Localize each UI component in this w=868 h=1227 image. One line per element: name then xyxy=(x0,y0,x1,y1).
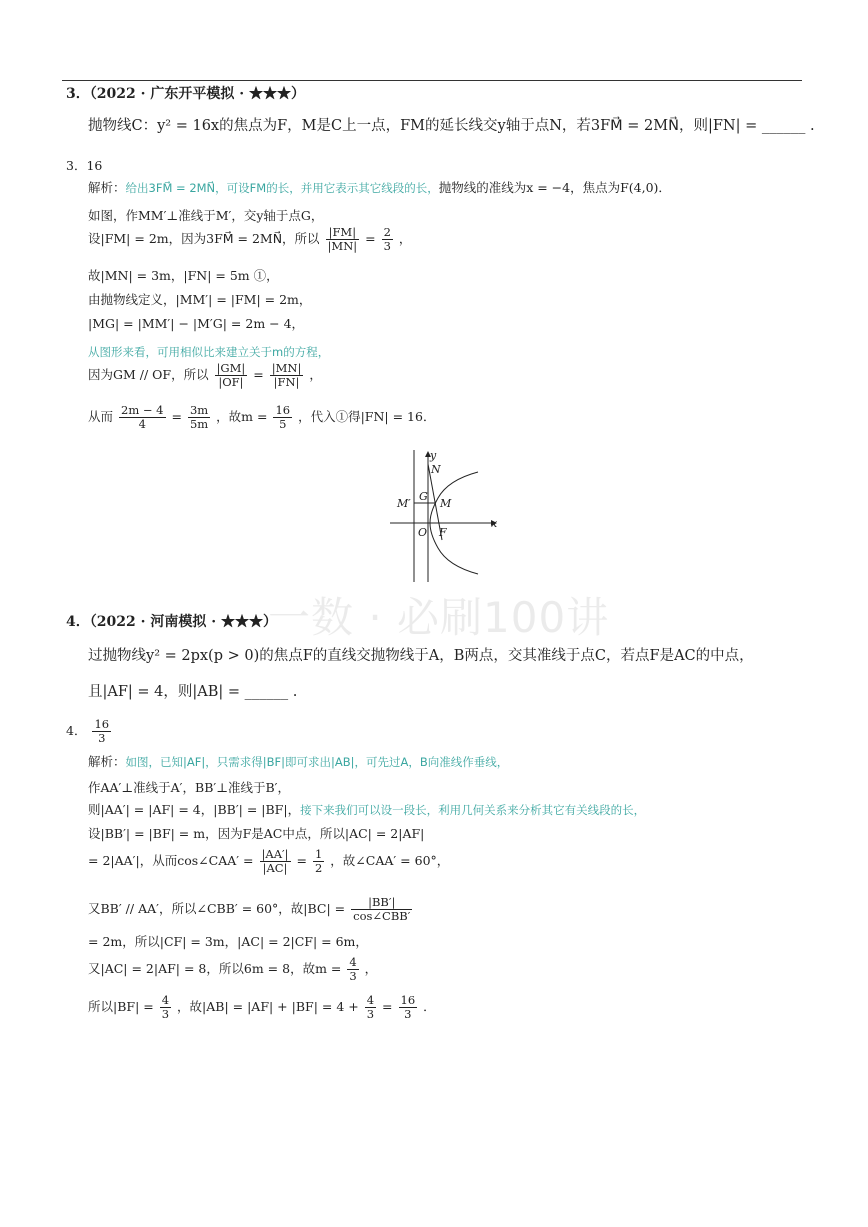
solution-3-line-3: 设|FM| = 2m，因为3FM⃗ = 2MN⃗，所以 $\frac{|FM|}{|MN|}$ = $\frac{2}{3}$ ， xyxy=(88,225,412,253)
fraction: $\frac{4}{3}$ xyxy=(366,993,375,1021)
problem-3-header: 3．（2022 · 广东开平模拟 · ★★★） xyxy=(66,86,305,102)
fraction: $\frac{|AA'|}{|AC|}$ xyxy=(261,847,289,875)
solution-4-line-5: = 2|AA′|，从而cos∠CAA′ = $\frac{|AA'|}{|AC|}$ = $\frac{1}{2}$ ，故∠CAA′ = 60°， xyxy=(88,847,450,875)
solution-3-line-9: 从而 $\frac{2m - 4}{4}$ = $\frac{3m}{5m}$ ，故m = $\frac{16}{5}$ ，代入①得|FN| = 16． xyxy=(88,403,436,431)
label-m-prime: M′ xyxy=(397,497,411,510)
hint-note: 给出3FM⃗ = 2MN⃗，可设FM的长，并用它表示其它线段的长， xyxy=(125,181,439,195)
fraction: $\frac{4}{3}$ xyxy=(161,993,170,1021)
solution-4-answer: 4． $\frac{16}{3}$ xyxy=(66,717,110,745)
label-x: x xyxy=(491,517,498,530)
analysis-label: 解析： xyxy=(88,180,126,195)
problem-4-header: 4．（2022 · 河南模拟 · ★★★） xyxy=(66,614,277,630)
fraction: $\frac{4}{3}$ xyxy=(349,955,357,983)
solution-3-answer: 3．16 xyxy=(66,158,103,173)
solution-4-line-1 xyxy=(88,754,508,770)
solution-3-line-5: 由抛物线定义，|MM′| = |FM| = 2m， xyxy=(88,292,312,307)
answer-fraction: $\frac{16}{3}$ xyxy=(94,717,110,745)
fraction: $\frac{16}{3}$ xyxy=(400,993,416,1021)
solution-3-note: 从图形来看，可用相似比来建立关于m的方程， xyxy=(88,345,330,359)
parabola-figure xyxy=(388,448,506,584)
label-f: F xyxy=(439,526,447,539)
directrix-text: 抛物线的准线为x = −4，焦点为F(4,0)． xyxy=(438,180,671,195)
fraction: $\frac{|FM|}{|MN|}$ xyxy=(327,225,358,253)
fraction: $\frac{2m - 4}{4}$ xyxy=(121,403,164,431)
problem-4-stem-line-2: 且|AF| = 4，则|AB| = ______ . xyxy=(88,684,298,700)
label-n: N xyxy=(431,463,441,476)
solution-3-line-2: 如图，作MM′⊥准线于M′，交y轴于点G， xyxy=(88,208,324,223)
solution-3-line-1 xyxy=(88,180,671,196)
fraction: $\frac{2}{3}$ xyxy=(383,225,391,253)
solution-4-line-9: 所以|BF| = $\frac{4}{3}$ ，故|AB| = |AF| + |BF| = 4 + $\frac{4}{3}$ = $\frac{16}{3}$ ． xyxy=(88,993,436,1021)
watermark: 一数 · 必刷100讲 xyxy=(268,593,610,642)
hint-note: 接下来我们可以设一段长，利用几何关系来分析其它有关线段的长， xyxy=(300,803,646,817)
problem-3-stem: 抛物线C：y² = 16x的焦点为F，M是C上一点，FM的延长线交y轴于点N，若3FM⃗ = 2MN⃗，则|FN| = ______ . xyxy=(88,118,815,134)
solution-4-line-2: 作AA′⊥准线于A′，BB′⊥准线于B′， xyxy=(88,780,291,795)
top-rule xyxy=(62,80,802,81)
label-g: G xyxy=(419,490,428,503)
label-o: O xyxy=(418,526,428,539)
fraction: $\frac{16}{5}$ xyxy=(275,403,291,431)
hint-note: 如图，已知|AF|，只需求得|BF|即可求出|AB|，可先过A，B向准线作垂线， xyxy=(125,755,509,769)
fraction: $\frac{1}{2}$ xyxy=(314,847,323,875)
fraction: $\frac{|BB'|}{\text{cos∠CBB′}}$ xyxy=(353,895,411,923)
solution-3-line-4: 故|MN| = 3m，|FN| = 5m ①， xyxy=(88,268,279,283)
label-y: y xyxy=(430,449,437,462)
problem-4-stem-line-1: 过抛物线y² = 2px(p > 0)的焦点F的直线交抛物线于A，B两点，交其准线于点C，若点F是AC的中点， xyxy=(88,648,754,664)
solution-4-line-8: 又|AC| = 2|AF| = 8，所以6m = 8，故m = $\frac{4}{3}$ ， xyxy=(88,955,378,983)
solution-4-line-4: 设|BB′| = |BF| = m，因为F是AC中点，所以|AC| = 2|AF| xyxy=(88,826,425,841)
solution-3-line-8: 因为GM // OF，所以 $\frac{|GM|}{|OF|}$ = $\frac{|MN|}{|FN|}$ ， xyxy=(88,361,322,389)
solution-4-line-6: 又BB′ // AA′，所以∠CBB′ = 60°，故|BC| = $\frac{|BB'|}{\text{cos∠CBB′}}$ xyxy=(88,895,411,923)
label-m: M xyxy=(440,497,452,510)
solution-4-line-3: 则|AA′| = |AF| = 4，|BB′| = |BF|，接下来我们可以设一段长，利用几何关系来分析其它有关线段的长， xyxy=(88,802,646,817)
fraction: $\frac{3m}{5m}$ xyxy=(189,403,209,431)
solution-4-line-7: = 2m，所以|CF| = 3m，|AC| = 2|CF| = 6m， xyxy=(88,934,368,949)
analysis-label: 解析： xyxy=(88,754,126,769)
fraction: $\frac{|MN|}{|FN|}$ xyxy=(271,361,302,389)
fraction: $\frac{|GM|}{|OF|}$ xyxy=(216,361,246,389)
solution-3-line-6: |MG| = |MM′| − |M′G| = 2m − 4， xyxy=(88,316,305,331)
